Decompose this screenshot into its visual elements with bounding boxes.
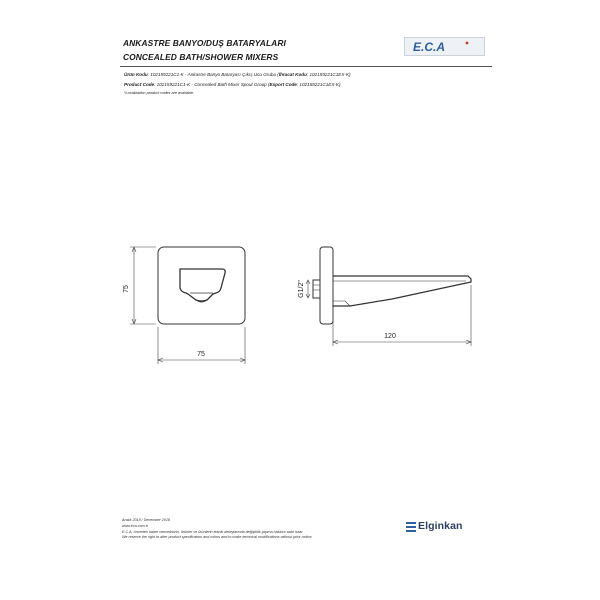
side-plate <box>320 247 333 324</box>
side-length-dimension <box>333 285 471 346</box>
front-height-dimension <box>130 247 156 324</box>
product-code-value-tr: : 102159221C1-K - Ankastre Banyo Bataryası Çıkış Ucu Grubu ( <box>147 72 279 77</box>
product-code-value-en: : 102159221C1-K - Concealed Bath Mixer Spout Group ( <box>154 82 270 87</box>
elginkan-logo-icon <box>406 522 416 532</box>
spout-body <box>333 276 471 306</box>
product-code-label-en: Product Code <box>124 82 155 87</box>
dim-front-width: 75 <box>197 351 205 358</box>
front-width-dimension <box>158 327 245 364</box>
title-turkish: ANKASTRE BANYO/DUŞ BATARYALARI <box>123 38 286 48</box>
export-code-value-en: : 102159221C1EX-K) <box>296 82 341 87</box>
spout-outlet-shape <box>180 269 225 301</box>
front-plate <box>158 247 245 324</box>
front-view <box>158 247 245 324</box>
dim-front-height: 75 <box>123 285 130 293</box>
elginkan-brand-name: Elginkan <box>418 520 463 532</box>
export-code-label-tr: İhracat Kodu <box>278 72 307 77</box>
dim-side-length: 120 <box>384 333 396 340</box>
footer-website: www.eca.com.tr <box>122 524 149 528</box>
export-code-value-tr: : 102159221C1EX-K) <box>306 72 351 77</box>
export-code-label-en: Export Code <box>269 82 297 87</box>
title-english: CONCEALED BATH/SHOWER MIXERS <box>123 52 279 62</box>
dim-side-thread: G1/2" <box>298 280 305 298</box>
side-thread-dimension <box>306 280 310 298</box>
product-code-label-tr: Ürün Kodu <box>124 72 148 77</box>
localization-note: *Localization product codes are available. <box>124 91 195 95</box>
side-thread <box>313 280 320 298</box>
footer-notice-en: We reserve the right to alter product specification and colors and to make technical modifications without prior notice. <box>122 535 313 539</box>
eca-logo-text: E.C.A <box>413 40 446 54</box>
footer-notice-tr: E.C.A. önceden haber vermeksizin, ürünler ve ürünlerin teknik detaylarında değişiklik yapma hakkını saklı tutar. <box>122 530 304 534</box>
footer-date: Aralık 2018 / December 2018 <box>122 518 170 522</box>
side-view <box>313 247 471 324</box>
